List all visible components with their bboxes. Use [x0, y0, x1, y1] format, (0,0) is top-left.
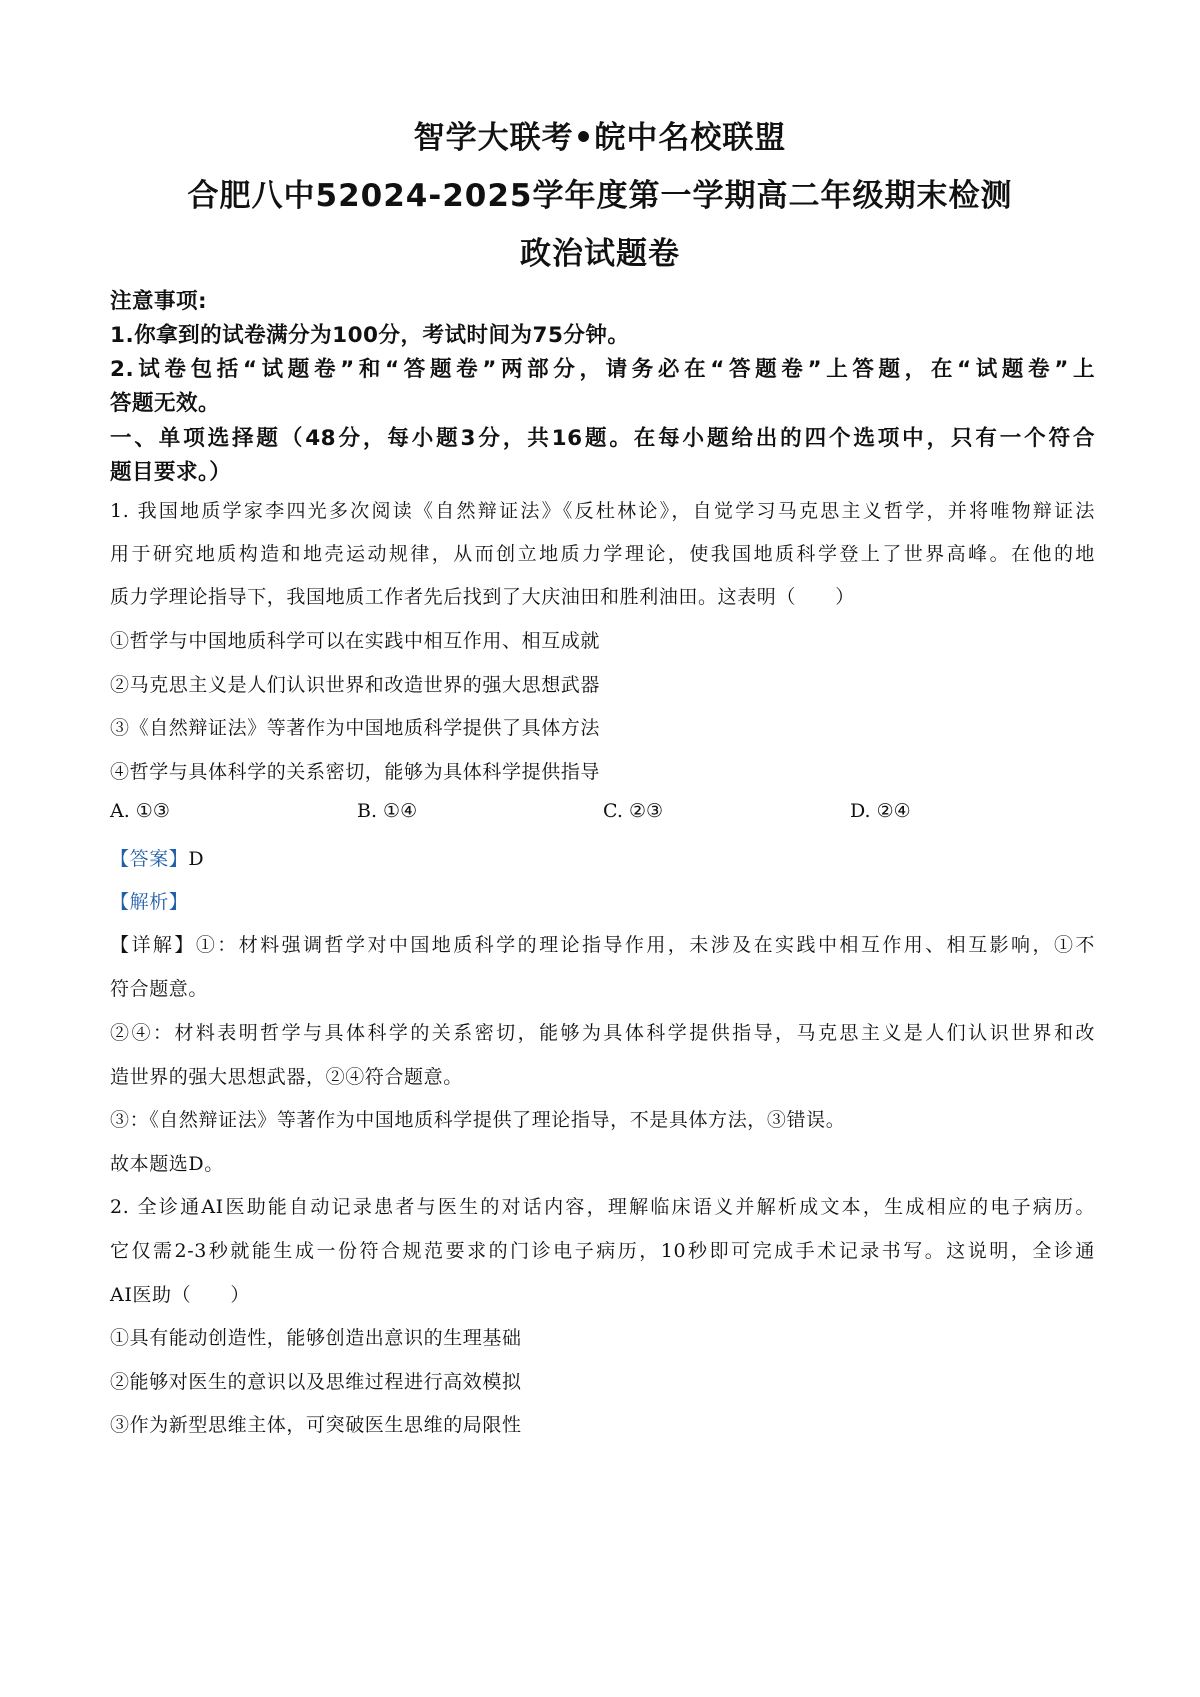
section-heading: 一、单项选择题（48分，每小题3分，共16题。在每小题给出的四个选项中，只有一个符合: [110, 426, 1095, 451]
notice-heading: 注意事项:: [110, 289, 208, 314]
q1-option-c: C. ②③: [603, 800, 664, 822]
q2-statement-3: ③作为新型思维主体，可突破医生思维的局限性: [110, 1414, 522, 1436]
answer-value: D: [188, 848, 205, 870]
answer-tag: 【答案】: [110, 848, 189, 870]
notice-item-2-cont: 答题无效。: [110, 391, 221, 416]
q2-statement-2: ②能够对医生的意识以及思维过程进行高效模拟: [110, 1371, 522, 1393]
q1-answer: [110, 844, 204, 871]
q2-stem-end: AI医助（ ）: [110, 1284, 251, 1306]
q1-detail-2: ②④：材料表明哲学与具体科学的关系密切，能够为具体科学提供指导，马克思主义是人们认识世界和改: [110, 1022, 1095, 1044]
q1-detail-1: 【详解】①：材料强调哲学对中国地质科学的理论指导作用，未涉及在实践中相互作用、相互影响，①不: [110, 934, 1095, 956]
q1-conclusion: 故本题选D。: [110, 1153, 224, 1175]
notice-item-2: 2.试卷包括“试题卷”和“答题卷”两部分，请务必在“答题卷”上答题，在“试题卷”上: [110, 357, 1095, 382]
q1-stem-cont: 用于研究地质构造和地壳运动规律，从而创立地质力学理论，使我国地质科学登上了世界高峰。在他的地: [110, 543, 1095, 565]
q1-detail-3: ③：《自然辩证法》等著作为中国地质科学提供了理论指导，不是具体方法，③错误。: [110, 1109, 846, 1131]
q1-stem: 1. 我国地质学家李四光多次阅读《自然辩证法》《反杜林论》，自觉学习马克思主义哲学，并将唯物辩证法: [110, 500, 1095, 522]
q1-option-d: D. ②④: [850, 800, 911, 822]
q1-detail-2-cont: 造世界的强大思想武器，②④符合题意。: [110, 1066, 463, 1088]
q1-statement-3: ③《自然辩证法》等著作为中国地质科学提供了具体方法: [110, 717, 601, 739]
q1-statement-2: ②马克思主义是人们认识世界和改造世界的强大思想武器: [110, 674, 601, 696]
q1-detail-1-cont: 符合题意。: [110, 978, 209, 1000]
q2-stem-cont: 它仅需2-3秒就能生成一份符合规范要求的门诊电子病历，10秒即可完成手术记录书写。这说明，全诊通: [110, 1240, 1095, 1262]
q1-option-b: B. ①④: [357, 800, 418, 822]
analysis-tag: 【解析】: [110, 891, 189, 913]
q2-statement-1: ①具有能动创造性，能够创造出意识的生理基础: [110, 1327, 522, 1349]
q1-stem-end: 质力学理论指导下，我国地质工作者先后找到了大庆油田和胜利油田。这表明（ ）: [110, 586, 855, 608]
q1-statement-4: ④哲学与具体科学的关系密切，能够为具体科学提供指导: [110, 761, 601, 783]
q1-statement-1: ①哲学与中国地质科学可以在实践中相互作用、相互成就: [110, 630, 601, 652]
exam-subtitle: 合肥八中52024-2025学年度第一学期高二年级期末检测: [187, 178, 1013, 214]
section-heading-cont: 题目要求。）: [110, 460, 232, 485]
q1-option-a: A. ①③: [110, 800, 170, 822]
paper-name: 政治试题卷: [520, 236, 680, 272]
exam-title: 智学大联考•皖中名校联盟: [413, 120, 787, 156]
notice-item-1: 1.你拿到的试卷满分为100分，考试时间为75分钟。: [110, 323, 630, 348]
q2-stem: 2. 全诊通AI医助能自动记录患者与医生的对话内容，理解临床语义并解析成文本，生成相应的电子病历。: [110, 1196, 1095, 1218]
